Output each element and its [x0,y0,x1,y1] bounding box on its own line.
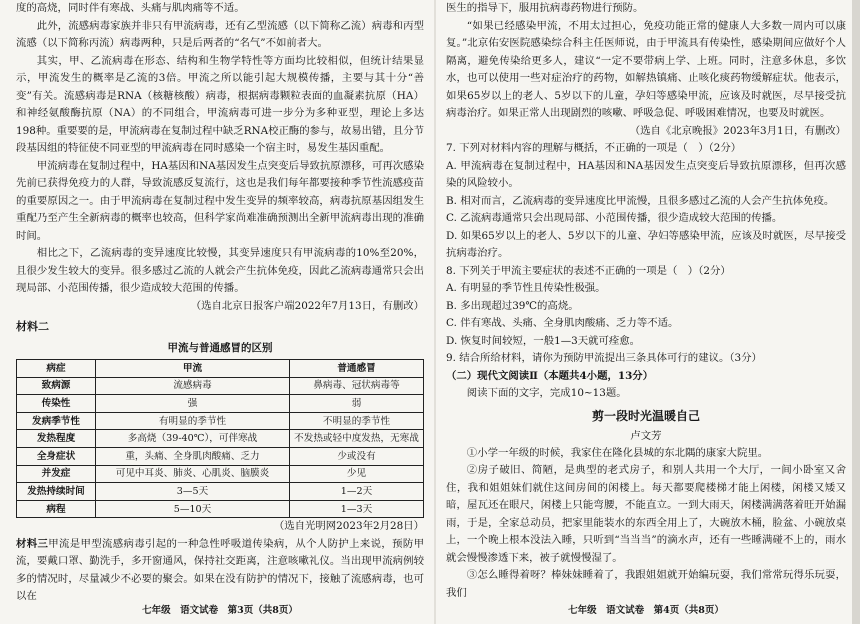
paragraph: 其实，甲、乙流病毒在形态、结构和生物学特性等方面均比较相似，但统计结果显示，甲流发生的概率是乙流的3倍。甲流之所以能引起大规模传播，主要与其十分“善变”有关。流感病毒是RNA（核糖核酸）病毒，根据病毒颗粒表面的血凝素抗原（HA）和神经氨酸酶抗原（NA）的不同组合，甲流病毒可进一步分为多种亚型，理论上多达198种。重要要的是，甲流病毒在复制过程中缺乏RNA校正酶的参与，故易出错，且分节段基因组的特征使不同亚型的甲流病毒在同时感染一个宿主时，易发生基因重配。 [16,54,424,154]
table-cell: 病程 [17,500,96,518]
paragraph: 此外，流感病毒家族并非只有甲流病毒，还有乙型流感（以下简称乙流）病毒和丙型流感（以下简称丙流）病毒两种，只是后两者的“名气”不如前者大。 [16,19,424,49]
paragraph [16,536,424,606]
table-cell: 全身症状 [17,447,96,465]
article-author: 卢文芳 [630,429,662,442]
table-header-cell: 甲流 [96,360,290,378]
option: C. 伴有寒战、头痛、全身肌肉酸痛、乏力等不适。 [446,317,679,329]
table-cell: 有明显的季节性 [96,412,290,430]
table-header-cell: 病症 [17,360,96,378]
table-header-row [17,360,424,378]
paragraph: 度的高烧，同时伴有寒战、头痛与肌肉痛等不适。 [16,2,245,14]
table-row [17,395,424,413]
material-3-label: 材料三 [16,537,49,550]
option: D. 恢复时间较短，一般1—3天就可痊愈。 [446,334,641,347]
table-cell: 少见 [290,465,424,483]
option: A. 有明显的季节性且传染性极强。 [446,282,606,294]
table-cell: 发热持续时间 [17,483,96,501]
table-header-cell: 普通感冒 [290,360,424,378]
page-footer: 七年级 语文试卷 第3页（共8页） [142,605,298,616]
paragraph: “如果已经感染甲流，不用太过担心，免疫功能正常的健康人大多数一周内可以康复。”北京佑安医院感染综合科主任医师说，由于甲流具有传染性，感染期间应做好个人隔离，避免传染给更多人，建议“一定不要带病上学、上班。同时，注意多休息，多饮水，也可以使用一些对症治疗的药物，如解热镇痛、止咳化痰药物缓解症状。他表示，如果65岁以上的老人、5岁以下的儿童，孕妇等感染甲流，应该及时就医，尽早接受抗病毒治疗。如果正常人出现剧烈的咳嗽、呼吸急促、呼吸困难情况，也要及时就医。 [446,19,846,119]
paragraph: ③怎么睡得着呀？棒妹妹睡着了，我跟姐姐就开始编玩耍，我们常常玩得乐玩耍，我们 [446,569,846,599]
option: C. 乙流病毒通常只会出现局部、小范围传播，很少造成较大范围的传播。 [446,212,783,224]
question-7: 7. 下列对材料内容的理解与概括，不正确的一项是（ ）（2分） [446,142,742,154]
table-row [17,465,424,483]
paragraph: 医生的指导下，服用抗病毒药物进行预防。 [446,2,644,14]
scan-edge [852,0,860,624]
paragraph: 甲流病毒在复制过程中，HA基因和NA基因发生点突变后导致抗原漂移，可再次感染先前已获得免疫力的人群，导致流感反复流行，这也是我们每年都要接种季节性流感疫苗的重要原因之一。由于甲流病毒在复制过程中发生变异的频率较高，病毒抗原基因组发生重配乃至产生全新病毒的概率也较高，但科学家尚难准确预测出全新甲流病毒出现的准确时间。 [16,159,424,242]
table-row [17,483,424,501]
source-note: （选自北京日报客户端2022年7月13日，有删改） [190,299,424,312]
question-9: 9. 结合所给材料，请你为预防甲流提出三条具体可行的建议。（3分） [446,352,762,364]
material-2-label: 材料二 [16,320,49,333]
source-note: （选自光明网2023年2月28日） [273,520,424,533]
table-row [17,500,424,518]
table-cell: 1—3天 [290,500,424,518]
table-cell: 不发热或轻中度发热，无寒战 [290,430,424,448]
table-cell: 5—10天 [96,500,290,518]
table-row [17,377,424,395]
table-cell: 发病季节性 [17,412,96,430]
table-cell: 强 [96,395,290,413]
option: B. 相对而言，乙流病毒的变异速度比甲流慢，且很多感过乙流的人会产生抗体免疫。 [446,194,835,207]
table-cell: 并发症 [17,465,96,483]
table-row [17,430,424,448]
table-cell: 发热程度 [17,430,96,448]
paragraph-text: 甲流是甲型流感病毒引起的一种急性呼吸道传染病，从个人防护上来说，预防甲流，要戴口罩、勤洗手，多开窗通风，保持社交距离，注意咳嗽礼仪。当出现甲流病例较多的情况时，尽量减少不必要的聚会。如果在没有防护的情况下，接触了流感病毒，也可以在 [16,537,424,603]
paragraph: ①小学一年级的时候，我家住在隆化县城的东北隅的康家大院里。 [466,446,769,459]
table-title: 甲流与普通感冒的区别 [167,342,273,354]
option: B. 多出现超过39℃的高烧。 [446,299,579,312]
page-4 [446,0,846,624]
table-row [17,412,424,430]
table-cell: 弱 [290,395,424,413]
table-cell: 流感病毒 [96,377,290,395]
table-cell: 少或没有 [290,447,424,465]
table-cell: 可见中耳炎、肺炎、心肌炎、脑膜炎 [96,465,290,483]
table-cell: 多高烧（39-40℃），可伴寒战 [96,430,290,448]
option: D. 如果65岁以上的老人、5岁以下的儿童、孕妇等感染甲流，应该及时就医，尽早接受抗病毒治疗。 [446,229,846,259]
instruction: 阅读下面的文字，完成10~13题。 [466,387,627,399]
table-cell: 致病源 [17,377,96,395]
table-cell: 重，头痛、全身肌肉酸痛、乏力 [96,447,290,465]
paragraph: 相比之下，乙流病毒的变异速度比较慢，其变异速度只有甲流病毒的10%至20%，且很少发生较大的变异。很多感过乙流的人就会产生抗体免疫，因此乙流病毒通常只会出现局部、小范围传播，很少造成较大范围的传播。 [16,247,424,294]
table-cell: 传染性 [17,395,96,413]
option: A. 甲流病毒在复制过程中，HA基因和NA基因发生点突变后导致抗原漂移，但再次感染的风险较小。 [446,159,846,189]
page-fold [434,0,436,624]
comparison-table [16,359,424,518]
table-row [17,447,424,465]
page-3 [16,0,424,624]
table-cell: 鼻病毒、冠状病毒等 [290,377,424,395]
table-cell: 不明显的季节性 [290,412,424,430]
question-8: 8. 下列关于甲流主要症状的表述不正确的一项是（ ）（2分） [446,264,731,277]
article-title: 剪一段时光温暖自己 [591,408,700,423]
table-cell: 1—2天 [290,483,424,501]
source-note: （选自《北京晚报》2023年3月1日，有删改） [629,124,846,137]
section-heading: （二）现代文阅读Ⅱ（本题共4小题，13分） [446,369,654,382]
page-footer: 七年级 语文试卷 第4页（共8页） [568,605,724,616]
table-cell: 3—5天 [96,483,290,501]
paragraph: ②房子破旧、简陋，是典型的老式房子，和别人共用一个大厅，一间小卧室又舍住，我和姐姐妹们就住这间房间的闲楼上。每天都要爬楼梯才能上闲楼，闲楼又矮又暗，屋瓦还在眼尺，闲楼上只能弯腰，不能直立。一到大雨天，闲楼满满落着旺开始漏雨，于是，全家总动员，把家里能装水的东西全用上了，大碗放木桶，脸盆、小碗放桌上，一个晚上根本没法入睡，只听到“当当当”的滴水声，还有一些睡满碰不上的，雨水就会慢慢渗透下来，被子就慢慢湿了。 [446,464,846,564]
